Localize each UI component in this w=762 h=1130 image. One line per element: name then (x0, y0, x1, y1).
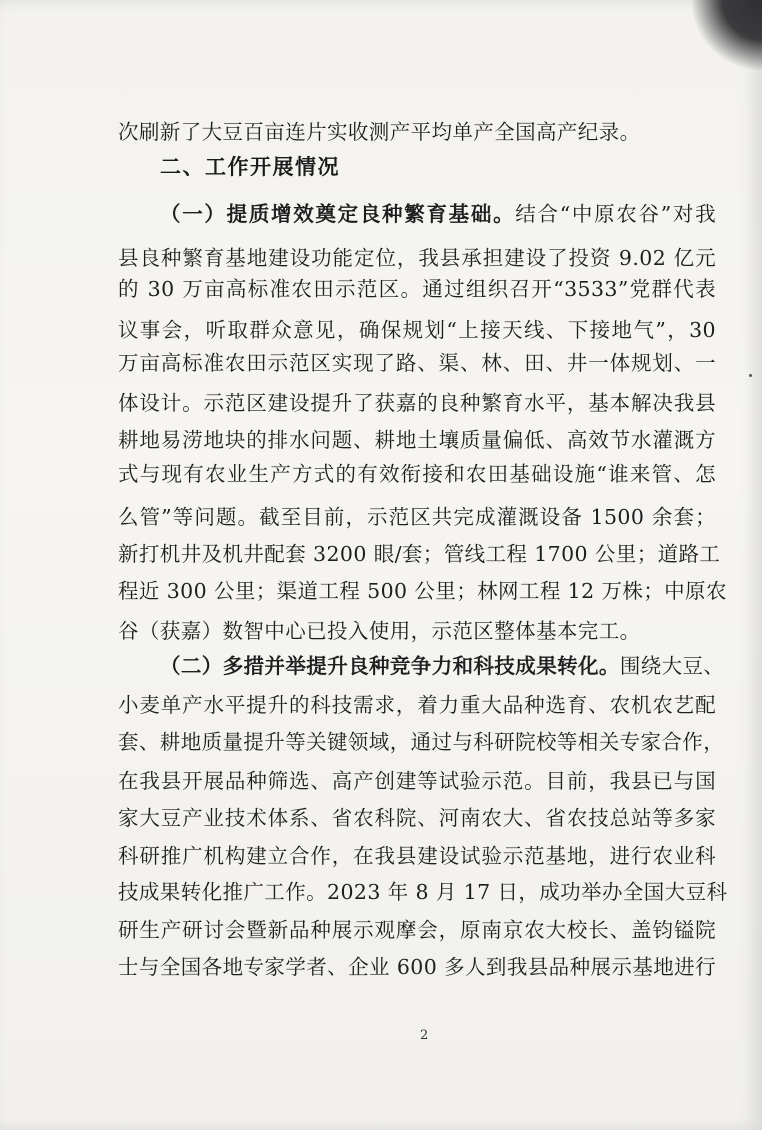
text-line: 议事会，听取群众意见，确保规划“上接天线、下接地气”，30 (118, 318, 716, 342)
paragraph-first-line (160, 651, 725, 681)
scan-speck (749, 374, 752, 377)
text-line: 么管”等问题。截至目前，示范区共完成灌溉设备 1500 余套； (118, 505, 716, 529)
paragraph-first-line (160, 199, 716, 229)
subsection-title: （二）多措并举提升良种竞争力和科技成果转化。 (160, 654, 620, 678)
text-line: 技成果转化推广工作。2023 年 8 月 17 日，成功举办全国大豆科 (118, 880, 728, 904)
text-line: 家大豆产业技术体系、省农科院、河南农大、省农技总站等多家 (118, 806, 716, 830)
text-span: 围绕大豆、 (619, 654, 725, 678)
text-line: 在我县开展品种筛选、高产创建等试验示范。目前，我县已与国 (118, 769, 716, 793)
text-line: 体设计。示范区建设提升了获嘉的良种繁育水平，基本解决我县 (118, 391, 716, 415)
text-line: 小麦单产水平提升的科技需求，着力重大品种选育、农机农艺配 (118, 693, 716, 717)
text-line: 新打机井及机井配套 3200 眼/套；管线工程 1700 公里；道路工 (118, 542, 721, 566)
text-line: 耕地易涝地块的排水问题、耕地土壤质量偏低、高效节水灌溉方 (118, 428, 716, 452)
text-line: 士与全国各地专家学者、企业 600 多人到我县品种展示基地进行 (118, 955, 716, 979)
text-line: 次刷新了大豆百亩连片实收测产平均单产全国高产纪录。 (118, 120, 641, 144)
text-line: 县良种繁育基地建设功能定位，我县承担建设了投资 9.02 亿元 (118, 246, 716, 270)
text-line: 套、耕地质量提升等关键领域，通过与科研院校等相关专家合作， (118, 730, 725, 754)
text-line: 科研推广机构建立合作，在我县建设试验示范基地，进行农业科 (118, 844, 716, 868)
text-line: 万亩高标准农田示范区实现了路、渠、林、田、井一体规划、一 (118, 351, 716, 375)
section-heading: 二、工作开展情况 (160, 155, 340, 179)
text-line: 式与现有农业生产方式的有效衔接和农田基础设施“谁来管、怎 (118, 462, 716, 486)
text-line: 研生产研讨会暨新品种展示观摩会，原南京农大校长、盖钧镒院 (118, 918, 716, 942)
text-span: 结合“中原农谷”对我 (515, 202, 716, 226)
page-number: 2 (420, 1028, 429, 1043)
text-line: 程近 300 公里；渠道工程 500 公里；林网工程 12 万株；中原农 (118, 579, 727, 603)
subsection-title: （一）提质增效奠定良种繁育基础。 (160, 202, 516, 226)
scan-shadow (692, 0, 762, 70)
text-line: 谷（获嘉）数智中心已投入使用，示范区整体基本完工。 (118, 619, 641, 643)
text-line: 的 30 万亩高标准农田示范区。通过组织召开“3533”党群代表 (118, 277, 716, 301)
